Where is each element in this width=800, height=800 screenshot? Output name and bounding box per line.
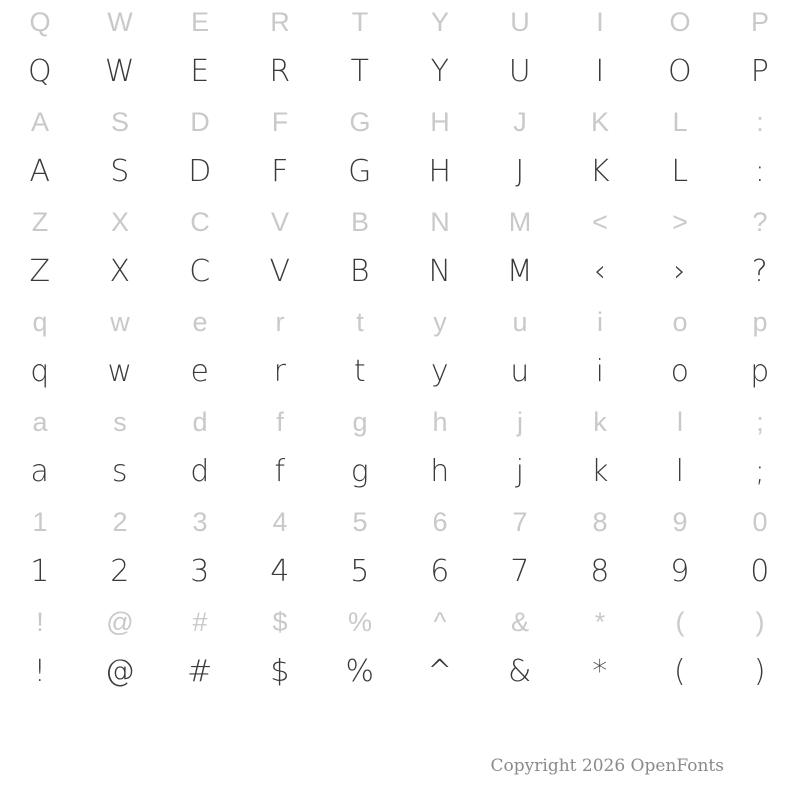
glyph-cell: f [274,454,286,489]
glyph-cell: q [30,354,50,389]
glyph-cell: ( [673,654,687,689]
glyph-cell: Y [430,7,449,37]
glyph-cell: E [190,54,210,89]
reference-glyph-row [0,200,800,244]
glyph-cell: ‹ [593,254,607,289]
glyph-cell: 8 [592,507,608,537]
glyph-cell: Z [31,207,49,237]
glyph-cell: k [593,407,607,437]
glyph-cell: u [510,354,530,389]
glyph-cell: i [595,354,605,389]
glyph-cell: L [671,154,689,189]
glyph-cell: W [107,7,133,37]
glyph-cell: 1 [30,554,50,589]
glyph-cell: s [111,454,129,489]
glyph-cell: O [669,7,691,37]
glyph-cell: e [192,307,208,337]
glyph-cell: d [192,407,208,437]
glyph-cell: o [670,354,690,389]
glyph-cell: J [515,154,525,189]
glyph-cell: Q [27,54,53,89]
reference-glyph-row [0,600,800,644]
glyph-cell: T [351,7,369,37]
glyph-cell: 4 [272,507,288,537]
glyph-cell: r [275,307,285,337]
glyph-cell: ? [751,254,769,289]
glyph-cell: R [269,54,291,89]
glyph-cell: & [508,654,532,689]
glyph-cell: F [271,107,289,137]
glyph-cell: s [113,407,127,437]
glyph-cell: ) [755,607,765,637]
glyph-cell: J [513,107,527,137]
glyph-cell: E [190,7,209,37]
glyph-cell: 1 [32,507,48,537]
glyph-cell: 2 [112,507,128,537]
glyph-cell: S [110,154,130,189]
glyph-cell: D [188,154,212,189]
glyph-cell: * [594,607,606,637]
glyph-cell: A [29,154,51,189]
glyph-cell: ! [36,607,44,637]
glyph-cell: y [430,354,450,389]
glyph-cell: › [673,254,687,289]
glyph-cell: % [347,607,372,637]
glyph-cell: 6 [432,507,448,537]
glyph-cell: g [352,407,368,437]
glyph-cell: 8 [590,554,610,589]
glyph-cell: N [430,207,450,237]
glyph-cell: i [597,307,603,337]
glyph-cell: & [510,607,529,637]
reference-glyph-row [0,500,800,544]
glyph-cell: P [750,7,769,37]
glyph-cell: l [675,454,685,489]
glyph-cell: k [591,454,609,489]
glyph-cell: Q [29,7,51,37]
glyph-cell: d [190,454,210,489]
glyph-cell: 6 [430,554,450,589]
glyph-cell: ! [33,654,47,689]
glyph-cell: C [189,254,211,289]
reference-glyph-row [0,300,800,344]
glyph-cell: < [592,207,608,237]
glyph-cell: e [190,354,210,389]
glyph-cell: r [273,354,287,389]
glyph-cell: V [270,207,289,237]
glyph-cell: 4 [270,554,290,589]
glyph-cell: @ [106,607,134,637]
glyph-cell: Z [29,254,51,289]
glyph-cell: I [595,54,605,89]
sample-glyph-row [0,44,800,100]
glyph-cell: @ [104,654,136,689]
glyph-cell: T [350,54,370,89]
glyph-cell: u [512,307,528,337]
glyph-cell: 5 [352,507,368,537]
glyph-cell: > [672,207,688,237]
sample-glyph-row [0,444,800,500]
glyph-cell: 0 [750,554,770,589]
glyph-cell: Y [430,54,450,89]
glyph-cell: ^ [427,654,453,689]
glyph-cell: O [667,54,693,89]
glyph-cell: h [432,407,448,437]
glyph-cell: R [270,7,290,37]
glyph-cell: : [756,107,764,137]
glyph-cell: X [110,207,129,237]
glyph-cell: y [433,307,447,337]
sample-glyph-row [0,644,800,700]
glyph-cell: l [677,407,683,437]
glyph-cell: K [589,154,611,189]
glyph-cell: ? [752,207,768,237]
glyph-cell: f [276,407,284,437]
glyph-cell: % [345,654,375,689]
glyph-cell: j [515,454,525,489]
glyph-cell: t [356,307,364,337]
glyph-cell: $ [270,654,290,689]
glyph-cell: q [32,307,48,337]
glyph-cell: 7 [510,554,530,589]
glyph-cell: H [428,154,452,189]
glyph-cell: ^ [433,607,447,637]
glyph-cell: g [350,454,370,489]
glyph-cell: F [271,154,289,189]
glyph-cell: ( [675,607,685,637]
glyph-cell: U [510,7,530,37]
glyph-cell: I [596,7,604,37]
glyph-cell: M [506,254,534,289]
reference-glyph-row [0,400,800,444]
glyph-cell: K [590,107,609,137]
glyph-cell: N [428,254,452,289]
glyph-cell: C [190,207,210,237]
glyph-cell: D [190,107,210,137]
glyph-cell: 2 [110,554,130,589]
glyph-cell: U [508,54,532,89]
glyph-cell: 7 [512,507,528,537]
glyph-cell: p [750,354,770,389]
glyph-cell: $ [272,607,288,637]
glyph-cell: L [672,107,688,137]
sample-glyph-row [0,144,800,200]
glyph-cell: B [350,207,369,237]
glyph-cell: 0 [752,507,768,537]
copyright-notice: Copyright 2026 OpenFonts [490,756,724,776]
glyph-cell: P [750,54,770,89]
sample-glyph-row [0,344,800,400]
glyph-cell: ; [756,407,764,437]
glyph-cell: 3 [190,554,210,589]
glyph-cell: H [430,107,450,137]
glyph-cell: * [592,654,608,689]
glyph-cell: w [107,354,133,389]
glyph-cell: t [353,354,367,389]
glyph-cell: W [104,54,136,89]
glyph-cell: M [508,207,532,237]
glyph-cell: # [187,654,213,689]
glyph-cell: : [754,154,766,189]
glyph-cell: S [110,107,129,137]
glyph-cell: a [30,454,50,489]
glyph-cell: V [269,254,291,289]
sample-glyph-row [0,244,800,300]
glyph-cell: 9 [670,554,690,589]
glyph-cell: 9 [672,507,688,537]
glyph-cell: ) [753,654,767,689]
glyph-cell: G [349,107,371,137]
glyph-cell: ; [754,454,766,489]
glyph-cell: # [192,607,208,637]
glyph-cell: 5 [350,554,370,589]
reference-glyph-row [0,0,800,44]
glyph-cell: h [430,454,450,489]
sample-glyph-row [0,544,800,600]
glyph-cell: w [110,307,130,337]
glyph-cell: a [32,407,48,437]
glyph-cell: p [752,307,768,337]
glyph-cell: A [30,107,49,137]
reference-glyph-row [0,100,800,144]
glyph-cell: o [672,307,688,337]
glyph-cell: X [109,254,131,289]
glyph-cell: j [517,407,523,437]
glyph-cell: G [348,154,372,189]
glyph-cell: 3 [192,507,208,537]
glyph-cell: B [349,254,371,289]
